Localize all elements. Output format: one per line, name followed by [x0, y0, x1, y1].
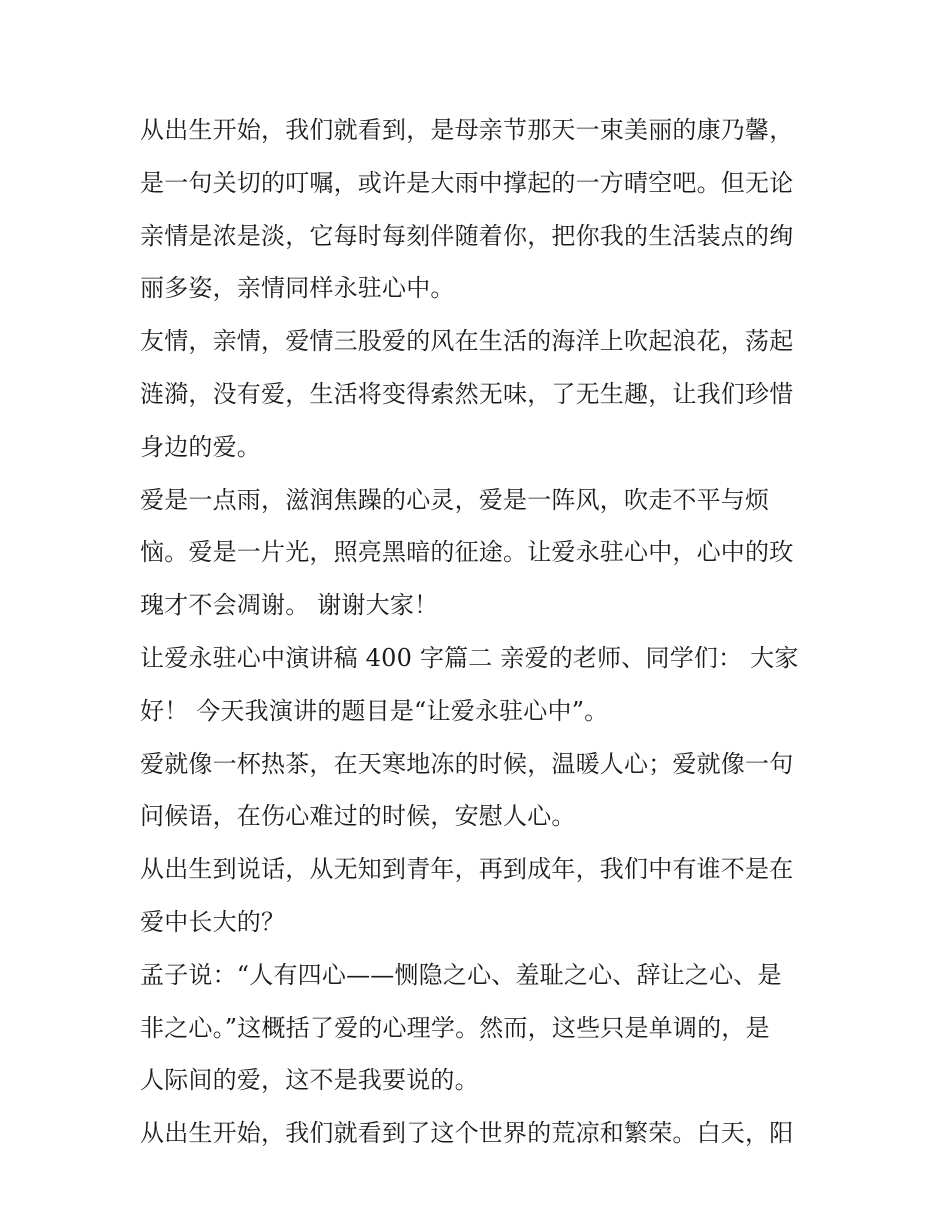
text-line: 爱中长大的？: [140, 907, 286, 936]
text-line: 从出生开始，我们就看到了这个世界的荒凉和繁荣。白天，阳: [140, 1119, 794, 1148]
text-line: 从出生开始，我们就看到，是母亲节那天一束美丽的康乃馨，: [140, 116, 794, 144]
text-line: 从出生到说话，从无知到青年，再到成年，我们中有谁不是在: [140, 855, 794, 884]
text-line: 爱是一点雨，滋润焦躁的心灵，爱是一阵风，吹走不平与烦: [140, 485, 770, 514]
document-body: [140, 104, 820, 1160]
text-line: 人际间的爱，这不是我要说的。: [140, 1066, 479, 1095]
text-line: 问候语，在伤心难过的时候，安慰人心。: [140, 802, 576, 831]
text-line: 身边的爱。: [140, 432, 261, 461]
text-line: 丽多姿，亲情同样永驻心中。: [140, 274, 455, 303]
text-line: 是一句关切的叮嘱，或许是大雨中撑起的一方晴空吧。但无论: [140, 168, 794, 197]
text-line: 恼。爱是一片光，照亮黑暗的征途。让爱永驻心中，心中的玫: [140, 538, 794, 567]
text-line: 孟子说：“人有四心——恻隐之心、羞耻之心、辞让之心、是: [140, 960, 782, 989]
text-line: 非之心。”这概括了爱的心理学。然而，这些只是单调的，是: [140, 1013, 770, 1042]
text-line: 爱就像一杯热茶，在天寒地冻的时候，温暖人心；爱就像一句: [140, 749, 794, 778]
text-line: 瑰才不会凋谢。 谢谢大家！: [140, 591, 439, 620]
text-line: 友情，亲情，爱情三股爱的风在生活的海洋上吹起浪花，荡起: [140, 327, 794, 356]
text-line: 让爱永驻心中演讲稿 400 字篇二 亲爱的老师、同学们： 大家: [140, 643, 799, 672]
text-line: 好！ 今天我演讲的题目是“让爱永驻心中”。: [140, 696, 609, 725]
text-line: 涟漪，没有爱，生活将变得索然无味，了无生趣，让我们珍惜: [140, 379, 794, 408]
text-line: 亲情是浓是淡，它每时每刻伴随着你，把你我的生活装点的绚: [140, 221, 794, 250]
